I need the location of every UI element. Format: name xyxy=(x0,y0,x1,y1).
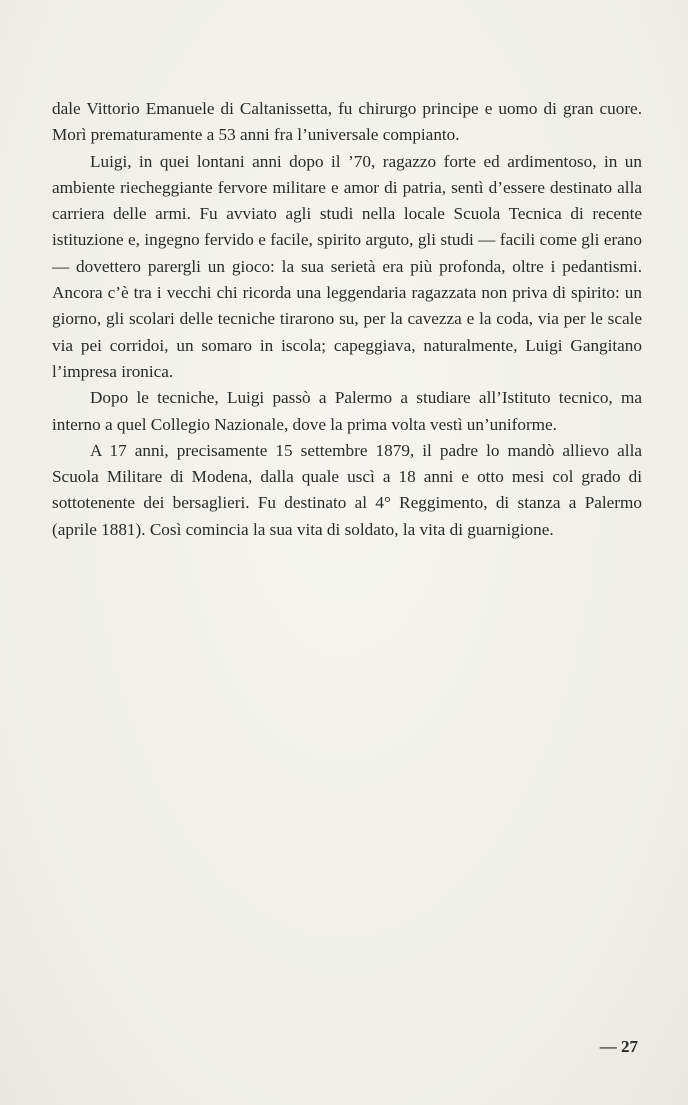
paragraph-2: Luigi, in quei lontani anni dopo il ’70, ragazzo forte ed ardimentoso, in un ambiente riecheggiante fervore militare e amor di patria, sentì d’essere destinato alla carriera delle armi. Fu avviato agli studi nella locale Scuola Tecnica di recente istituzione e, ingegno fervido e facile, spirito arguto, gli studi — facili come gli erano — dovettero parergli un gioco: la sua serietà era più profonda, oltre i pedantismi. Ancora c’è tra i vecchi chi ricorda una leggendaria ragazzata non priva di spirito: un giorno, gli scolari delle tecniche tirarono su, per la cavezza e la coda, via per le scale via pei corridoi, un somaro in iscola; capeggiava, naturalmente, Luigi Gangitano l’impresa ironica. xyxy=(52,151,642,381)
paragraph-4: A 17 anni, precisamente 15 settembre 1879, il padre lo mandò allievo alla Scuola Militare di Modena, dalla quale uscì a 18 anni e otto mesi col grado di sottotenente dei bersaglieri. Fu destinato al 4° Reggimento, di stanza a Palermo (aprile 1881). Così comincia la sua vita di soldato, la vita di guarnigione. xyxy=(52,440,642,539)
body-text xyxy=(52,96,642,543)
page-number: — 27 xyxy=(599,1037,638,1056)
paragraph-3: Dopo le tecniche, Luigi passò a Palermo a studiare all’Istituto tecnico, ma interno a quel Collegio Nazionale, dove la prima volta vestì un’uniforme. xyxy=(52,388,642,434)
paragraph-1: dale Vittorio Emanuele di Caltanissetta, fu chirurgo principe e uomo di gran cuore. Morì prematuramente a 53 anni fra l’universale compianto. xyxy=(52,99,642,145)
